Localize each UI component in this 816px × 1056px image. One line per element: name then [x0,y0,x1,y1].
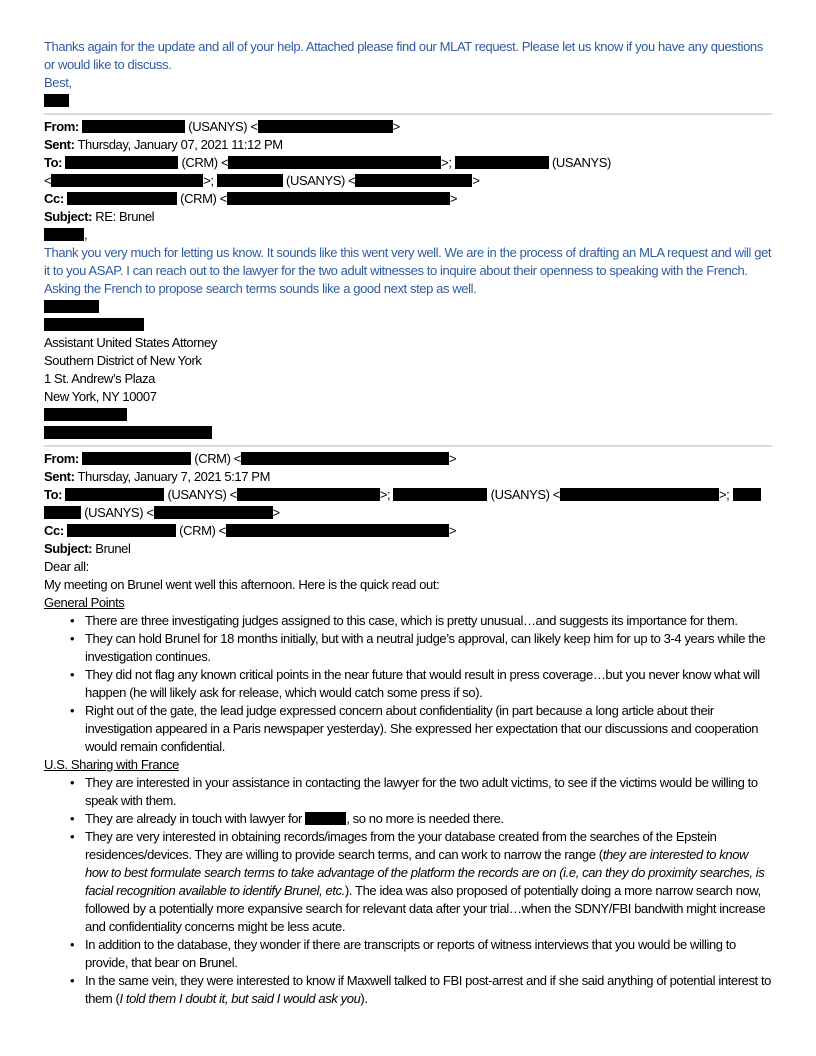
bullet-item [44,972,772,1008]
text-run: >; [718,487,733,502]
redaction-box [44,228,84,241]
text-run: (CRM) < [191,451,241,466]
section-heading: U.S. Sharing with France [44,757,179,772]
redaction-box [51,174,203,187]
redaction-box [65,156,178,169]
text-run: Brunel [92,541,131,556]
signature-title: Assistant United States Attorney [44,335,217,350]
text-run: >; [203,173,217,188]
bullet-item [44,612,772,630]
redaction-box [82,452,191,465]
header-line [44,136,772,154]
text-run: They can hold Brunel for 18 months initially, but with a neutral judge’s approval, can likely keep him for up to 3-4 years while the investigation continues. [85,631,766,664]
italic-text: I told them I doubt it, but said I would ask you [119,991,361,1006]
text-run: >; [441,155,455,170]
redaction-box [305,812,346,825]
text-run: > [449,191,458,206]
redaction-box [67,192,177,205]
text-run: (USANYS) < [164,487,237,502]
text-run: (CRM) < [176,191,227,206]
header-label: Cc: [44,523,64,538]
email-top-signature-redaction [44,92,772,110]
header-line [44,486,772,504]
text-run: Thursday, January 07, 2021 11:12 PM [74,137,283,152]
redaction-box [393,488,487,501]
redaction-box [258,120,393,133]
section-heading: General Points [44,595,125,610]
header-line [44,316,772,334]
text-run: (USANYS) < [185,119,258,134]
text-run: In addition to the database, they wonder if there are transcripts or reports of witness interviews that you would be willing to provide, that bear on Brunel. [85,937,736,970]
text-run: ). The idea was also proposed of potentially doing a more narrow search now, followed by a potentially more expansive search for relevant data after your trial…when the SDNY/FBI bandwith might increase and confidentiality concerns might be less acute. [85,883,766,934]
text-run: ). [360,991,368,1006]
salutation: Dear all: [44,559,89,574]
header-label: Sent: [44,469,75,484]
signature-address-line1: 1 St. Andrew’s Plaza [44,371,155,386]
header-label: Sent: [44,137,75,152]
redaction-box [44,94,69,107]
email-bottom-header [44,450,772,558]
header-line [44,154,772,172]
email-top-body: Thanks again for the update and all of your help. Attached please find our MLAT request. Please let us know if you have any questions or would like to discuss. [44,39,763,72]
redaction-box [67,524,176,537]
redaction-box [65,488,164,501]
text-run: They are very interested in obtaining records/images from the your database created from the searches of the Epstein residences/devices. They are willing to provide search terms, and can work to narrow the range ( [85,829,717,862]
text-run: > [472,173,480,188]
text-run: (USANYS) < [282,173,356,188]
header-label: From: [44,451,79,466]
redaction-box [455,156,549,169]
header-label: From: [44,119,79,134]
section-general-points [44,594,772,756]
header-label: To: [44,155,63,170]
bullet-item [44,828,772,936]
redaction-box [44,426,212,439]
bullet-list [44,774,772,1008]
intro-line: My meeting on Brunel went well this afternoon. Here is the quick read out: [44,577,440,592]
bullet-item [44,666,772,702]
text-run: , so no more is needed there. [346,811,504,826]
text-run: They are already in touch with lawyer for [85,811,306,826]
header-label: Cc: [44,191,64,206]
signature-office: Southern District of New York [44,353,202,368]
header-line [44,190,772,208]
header-line [44,172,772,190]
redaction-box [44,408,127,421]
header-line [44,298,772,316]
text-run: They are interested in your assistance in contacting the lawyer for the two adult victims, to see if the victims would be willing to speak with them. [85,775,758,808]
signature-address-line2: New York, NY 10007 [44,389,157,404]
redaction-box [44,318,144,331]
text-run: Right out of the gate, the lead judge expressed concern about confidentiality (in part because a long article about their investigation appeared in a Paris newspaper yesterday). She expressed her expectation that our discussions and cooperation would remain confidential. [85,703,759,754]
email-top-closing: Best, [44,75,72,90]
header-line [44,504,772,522]
email-mid-signature-redactions-bottom [44,406,772,442]
redaction-box [44,300,99,313]
text-run: (USANYS) < [81,505,154,520]
text-run: > [392,119,400,134]
email-mid-header [44,118,772,226]
text-run: (CRM) < [175,523,226,538]
bullet-item [44,810,772,828]
redaction-box [733,488,761,501]
redaction-box [217,174,283,187]
redaction-box [226,524,449,537]
header-label: Subject: [44,541,93,556]
email-mid-greeting [44,226,772,244]
header-line [44,118,772,136]
text-run: RE: Brunel [92,209,155,224]
text-run: (CRM) < [178,155,229,170]
bullet-list [44,612,772,756]
redaction-box [241,452,449,465]
header-line [44,468,772,486]
text-run: > [448,523,457,538]
redaction-box [154,506,273,519]
text-run: > [448,451,457,466]
text-run: < [44,173,52,188]
redaction-box [560,488,719,501]
text-run: Thursday, January 7, 2021 5:17 PM [74,469,271,484]
redaction-box [44,506,81,519]
text-run: > [272,505,280,520]
header-line [44,450,772,468]
text-run: , [84,227,88,242]
header-line [44,522,772,540]
redaction-box [228,156,441,169]
header-line [44,406,772,424]
italic-text: they are interested to know how to best formulate search terms to take advantage of the platform the records are on (i.e, can they do proximity searches, is facial recognition available to identify Brunel, etc. [85,847,765,898]
header-label: Subject: [44,209,93,224]
message-divider [44,445,772,447]
header-line [44,424,772,442]
text-run: (USANYS) < [487,487,560,502]
email-mid-signature-redactions-top [44,298,772,334]
bullet-item [44,774,772,810]
bullet-item [44,702,772,756]
redaction-box [355,174,472,187]
text-run: >; [379,487,394,502]
email-mid-body: Thank you very much for letting us know. It sounds like this went very well. We are in the process of drafting an MLA request and will get it to you ASAP. I can reach out to the lawyer for the two adult witnesses to inquire about their openness to speaking with the French. Asking the French to propose search terms sounds like a good next step as well. [44,245,772,296]
text-run: There are three investigating judges assigned to this case, which is pretty unusual…and suggests its importance for them. [85,613,738,628]
header-line [44,540,772,558]
redaction-box [227,192,450,205]
bullet-item [44,630,772,666]
text-run: In the same vein, they were interested to know if Maxwell talked to FBI post-arrest and if she said anything of potential interest to them ( [85,973,772,1006]
redaction-box [82,120,185,133]
text-run: (USANYS) [548,155,611,170]
header-line [44,208,772,226]
text-run: They did not flag any known critical points in the near future that would result in press coverage…but you never know what will happen (he will likely ask for release, which would catch some press if so). [85,667,760,700]
header-label: To: [44,487,63,502]
redaction-box [237,488,380,501]
message-divider [44,113,772,115]
section-us-sharing-with-france [44,756,772,1008]
bullet-item [44,936,772,972]
